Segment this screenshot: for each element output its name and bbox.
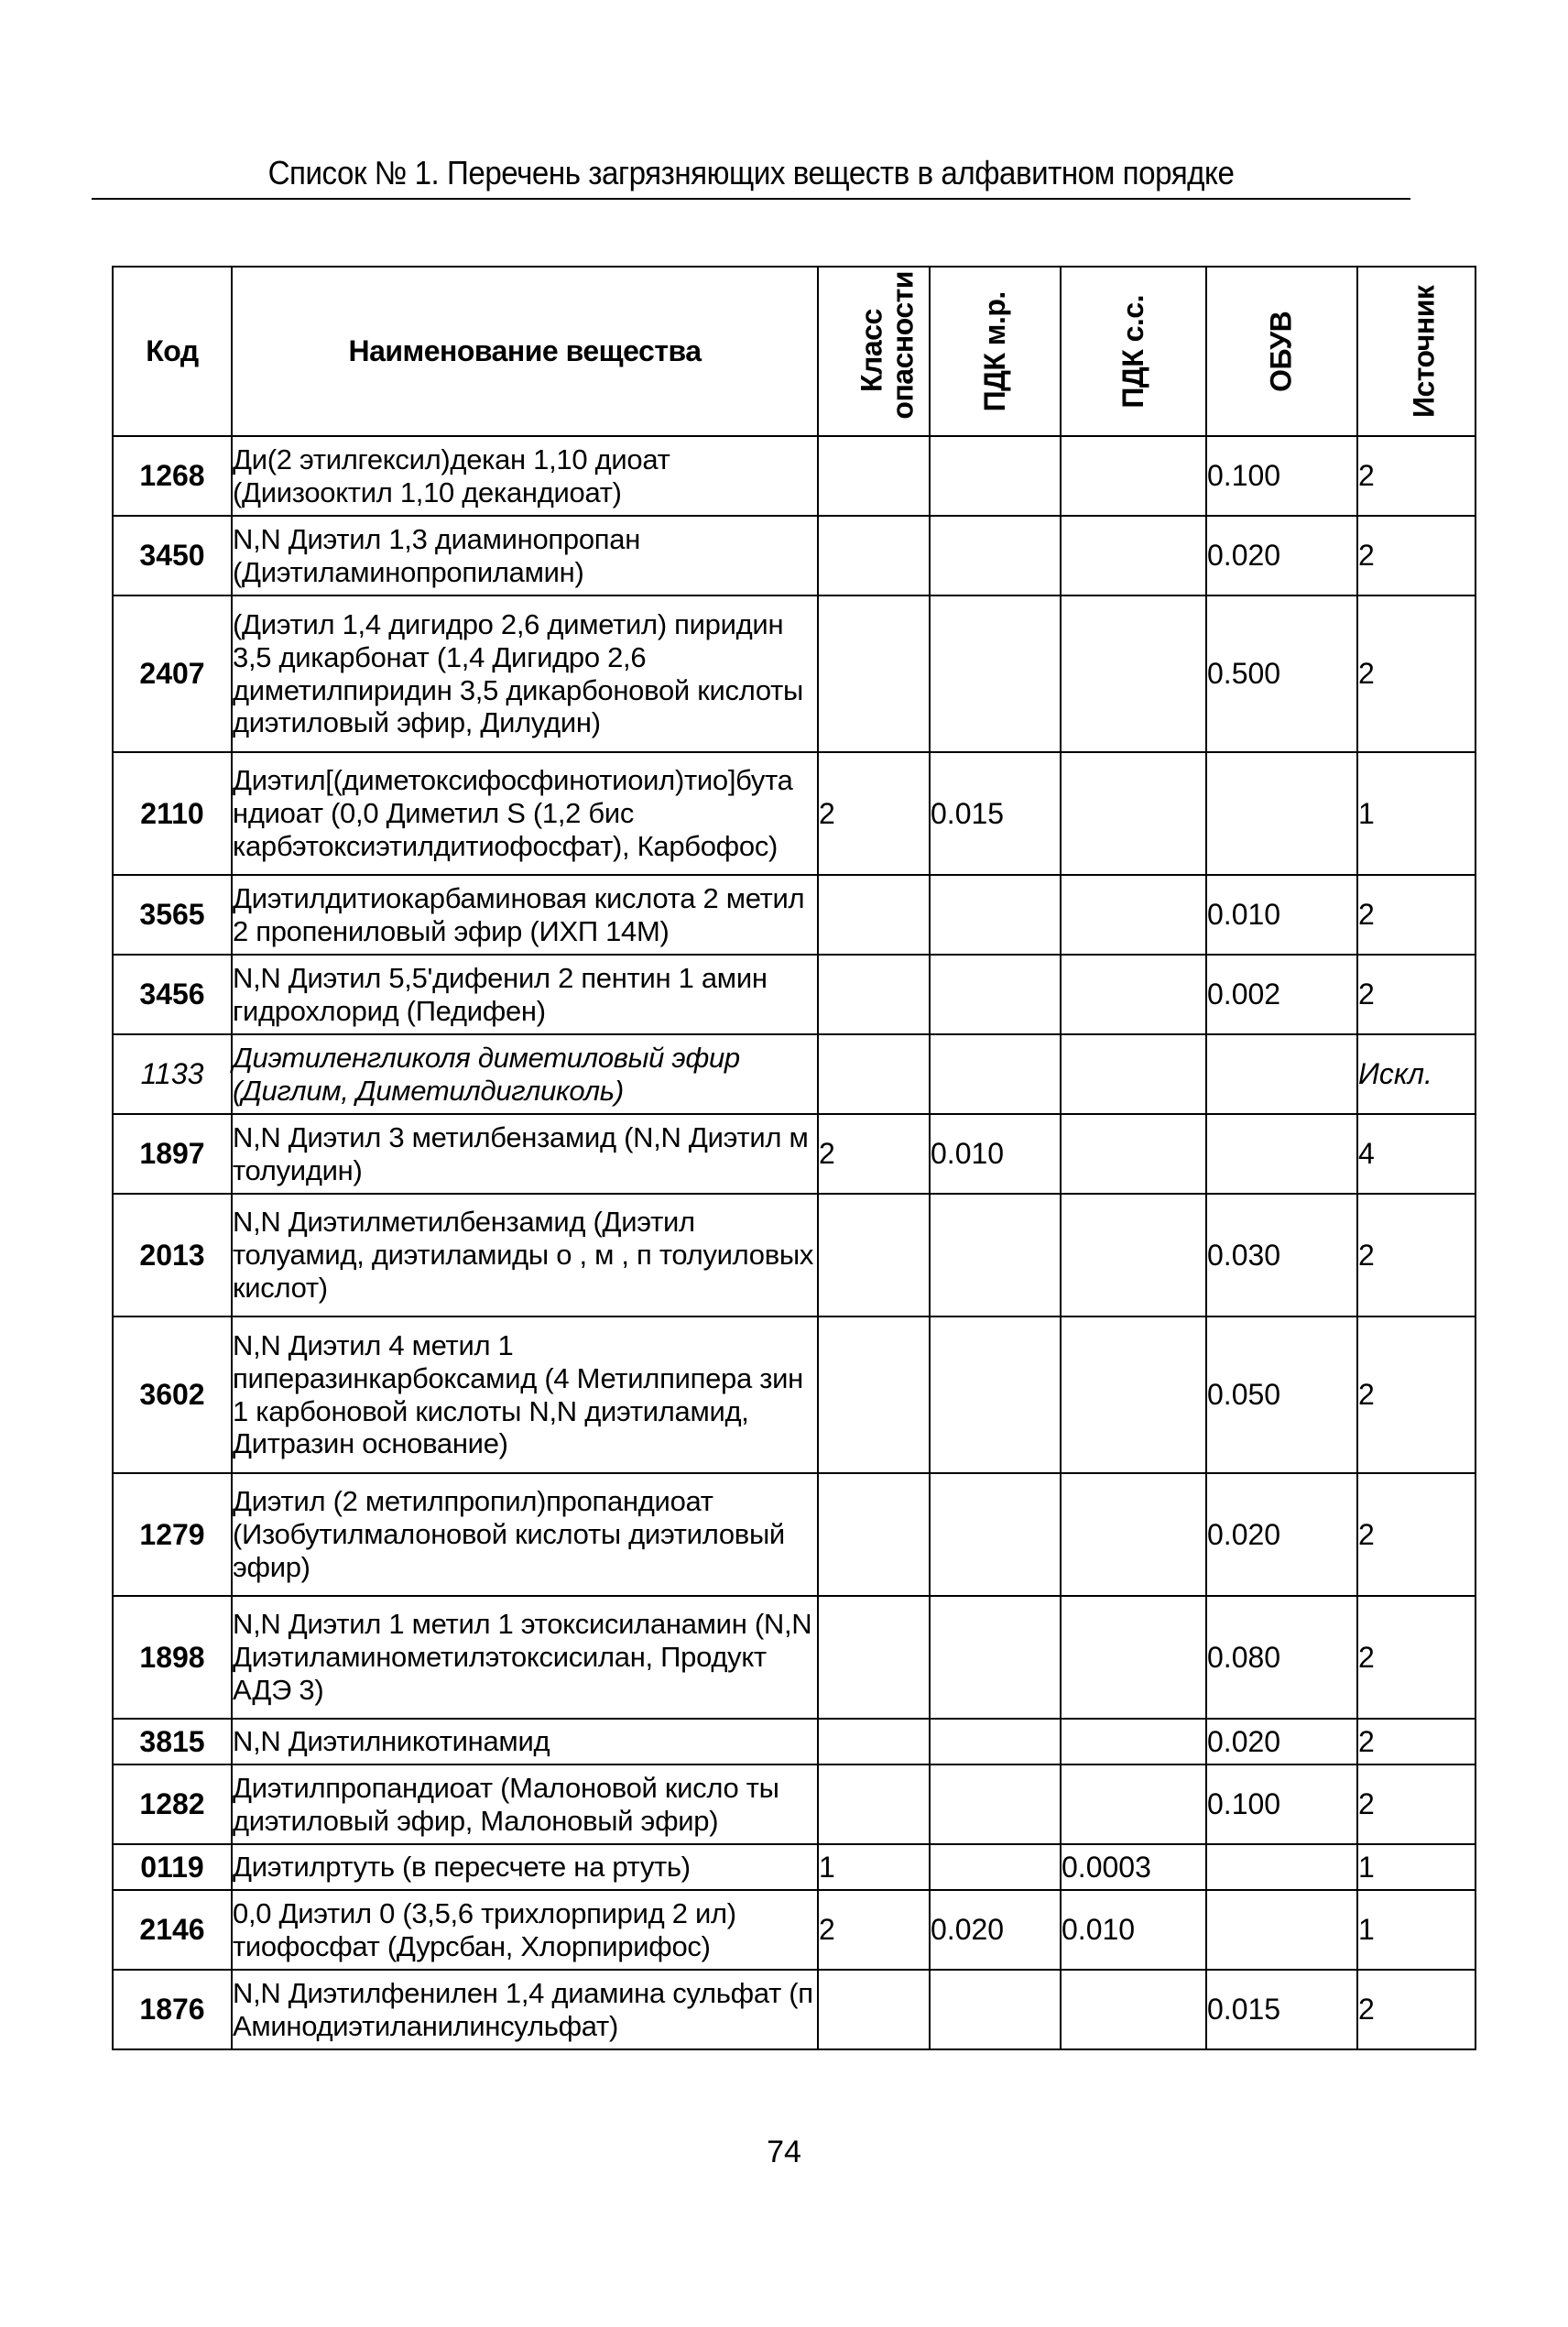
table-row (113, 436, 1475, 516)
cell-name: Диэтилртуть (в пересчете на ртуть) (232, 1844, 818, 1890)
page-header: Список № 1. Перечень загрязняющих веществ в алфавитном порядке (267, 154, 1235, 191)
cell-pdk-ss (1061, 1970, 1206, 2049)
cell-source: 1 (1357, 1890, 1475, 1970)
cell-pdk-mr: 0.020 (930, 1890, 1061, 1970)
cell-source: 2 (1357, 955, 1475, 1034)
cell-pdk-mr (930, 955, 1061, 1034)
cell-hazard-class: 2 (818, 1114, 930, 1194)
cell-source: 2 (1357, 1764, 1475, 1844)
cell-source: 2 (1357, 1194, 1475, 1316)
substances-table (112, 266, 1476, 2050)
cell-code: 0119 (113, 1844, 232, 1890)
col-code: Код (113, 267, 232, 436)
cell-hazard-class (818, 1596, 930, 1719)
cell-pdk-mr (930, 516, 1061, 595)
cell-name: Диэтилдитиокарбаминовая кислота 2 метил 2 пропениловый эфир (ИХП 14М) (232, 875, 818, 955)
cell-code: 3602 (113, 1316, 232, 1473)
table-row (113, 516, 1475, 595)
cell-obuv (1206, 752, 1357, 875)
col-source (1357, 267, 1475, 436)
cell-code: 1279 (113, 1473, 232, 1596)
page-number: 74 (767, 2135, 801, 2169)
col-pdk-ss-label: ПДК с.с. (1116, 295, 1149, 409)
table-row (113, 875, 1475, 955)
cell-pdk-ss (1061, 1764, 1206, 1844)
cell-pdk-ss (1061, 1719, 1206, 1764)
cell-name: N,N Диэтил 1,3 диаминопропан (Диэтиламинопропиламин) (232, 516, 818, 595)
cell-obuv: 0.050 (1206, 1316, 1357, 1473)
cell-pdk-ss (1061, 955, 1206, 1034)
table-row (113, 1114, 1475, 1194)
table-row (113, 752, 1475, 875)
cell-hazard-class (818, 1764, 930, 1844)
cell-hazard-class (818, 1473, 930, 1596)
cell-source: 2 (1357, 1316, 1475, 1473)
cell-hazard-class (818, 955, 930, 1034)
table-row (113, 1719, 1475, 1764)
cell-obuv: 0.100 (1206, 1764, 1357, 1844)
cell-pdk-mr (930, 875, 1061, 955)
cell-code: 1876 (113, 1970, 232, 2049)
cell-hazard-class: 2 (818, 1890, 930, 1970)
cell-hazard-class (818, 1194, 930, 1316)
col-name: Наименование вещества (232, 267, 818, 436)
cell-name: N,N Диэтил 1 метил 1 этоксисиланамин (N,N Диэтиламинометилэтоксисилан, Продукт АДЭ 3) (232, 1596, 818, 1719)
cell-code: 3815 (113, 1719, 232, 1764)
table-row (113, 955, 1475, 1034)
cell-source: 2 (1357, 1473, 1475, 1596)
cell-name: Диэтилпропандиоат (Малоновой кисло ты диэтиловый эфир, Малоновый эфир) (232, 1764, 818, 1844)
cell-pdk-ss: 0.010 (1061, 1890, 1206, 1970)
cell-pdk-mr (930, 436, 1061, 516)
cell-code: 2013 (113, 1194, 232, 1316)
cell-source: 2 (1357, 875, 1475, 955)
cell-obuv: 0.100 (1206, 436, 1357, 516)
cell-source: 1 (1357, 752, 1475, 875)
cell-pdk-mr (930, 1194, 1061, 1316)
col-hazard-class (818, 267, 930, 436)
cell-pdk-ss (1061, 595, 1206, 752)
table-row (113, 1970, 1475, 2049)
cell-name: Диэтиленгликоля диметиловый эфир (Диглим, Диметилдигликоль) (232, 1034, 818, 1114)
cell-name: N,N Диэтил 5,5'дифенил 2 пентин 1 амин гидрохлорид (Педифен) (232, 955, 818, 1034)
cell-obuv (1206, 1844, 1357, 1890)
table-header-row (113, 267, 1475, 436)
cell-source: 2 (1357, 1970, 1475, 2049)
cell-hazard-class: 2 (818, 752, 930, 875)
cell-pdk-ss (1061, 1114, 1206, 1194)
cell-obuv (1206, 1114, 1357, 1194)
cell-obuv: 0.080 (1206, 1596, 1357, 1719)
table-row (113, 1596, 1475, 1719)
cell-pdk-mr (930, 1764, 1061, 1844)
cell-pdk-mr: 0.015 (930, 752, 1061, 875)
col-pdk-mr-label: ПДК м.р. (977, 291, 1011, 412)
cell-name: (Диэтил 1,4 дигидро 2,6 диметил) пиридин 3,5 дикарбонат (1,4 Дигидро 2,6 диметилпиридин 3,5 дикарбоновой кислоты диэтиловый эфир, Дилудин) (232, 595, 818, 752)
cell-name: N,N Диэтилфенилен 1,4 диамина сульфат (п Аминодиэтиланилинсульфат) (232, 1970, 818, 2049)
cell-code: 3450 (113, 516, 232, 595)
cell-obuv: 0.020 (1206, 1719, 1357, 1764)
cell-hazard-class (818, 1316, 930, 1473)
cell-source: 2 (1357, 1596, 1475, 1719)
cell-code: 1282 (113, 1764, 232, 1844)
cell-pdk-mr (930, 1970, 1061, 2049)
cell-pdk-mr: 0.010 (930, 1114, 1061, 1194)
cell-code: 2407 (113, 595, 232, 752)
table-row (113, 1764, 1475, 1844)
cell-obuv: 0.030 (1206, 1194, 1357, 1316)
col-obuv (1206, 267, 1357, 436)
cell-source: 2 (1357, 595, 1475, 752)
cell-hazard-class (818, 516, 930, 595)
cell-obuv: 0.020 (1206, 1473, 1357, 1596)
cell-source: 1 (1357, 1844, 1475, 1890)
table-row (113, 595, 1475, 752)
cell-pdk-mr (930, 1034, 1061, 1114)
cell-obuv (1206, 1034, 1357, 1114)
cell-source: 4 (1357, 1114, 1475, 1194)
table-row (113, 1844, 1475, 1890)
cell-pdk-ss (1061, 1596, 1206, 1719)
cell-pdk-mr (930, 595, 1061, 752)
cell-pdk-ss (1061, 1194, 1206, 1316)
cell-code: 1133 (113, 1034, 232, 1114)
cell-source: 2 (1357, 436, 1475, 516)
cell-pdk-mr (930, 1844, 1061, 1890)
cell-name: Диэтил[(диметоксифосфинотиоил)тио]бута ндиоат (0,0 Диметил S (1,2 бис карбэтоксиэтилдитиофосфат), Карбофос) (232, 752, 818, 875)
col-pdk-mr (930, 267, 1061, 436)
table-row (113, 1473, 1475, 1596)
cell-pdk-mr (930, 1316, 1061, 1473)
cell-pdk-mr (930, 1719, 1061, 1764)
cell-name: N,N Диэтил 3 метилбензамид (N,N Диэтил м толуидин) (232, 1114, 818, 1194)
cell-source: 2 (1357, 516, 1475, 595)
col-obuv-label: ОБУВ (1264, 311, 1298, 392)
table-row (113, 1194, 1475, 1316)
cell-code: 1898 (113, 1596, 232, 1719)
cell-code: 1897 (113, 1114, 232, 1194)
cell-obuv: 0.500 (1206, 595, 1357, 752)
cell-hazard-class (818, 1034, 930, 1114)
cell-pdk-ss (1061, 436, 1206, 516)
cell-code: 3456 (113, 955, 232, 1034)
cell-hazard-class (818, 1719, 930, 1764)
cell-pdk-ss (1061, 1316, 1206, 1473)
cell-code: 2146 (113, 1890, 232, 1970)
cell-hazard-class: 1 (818, 1844, 930, 1890)
cell-pdk-ss (1061, 752, 1206, 875)
col-hazard-class-label: Класс опасности (855, 271, 919, 420)
cell-hazard-class (818, 436, 930, 516)
cell-pdk-ss: 0.0003 (1061, 1844, 1206, 1890)
cell-name: Ди(2 этилгексил)декан 1,10 диоат (Диизооктил 1,10 декандиоат) (232, 436, 818, 516)
cell-pdk-ss (1061, 1473, 1206, 1596)
cell-obuv: 0.015 (1206, 1970, 1357, 2049)
cell-name: N,N Диэтилникотинамид (232, 1719, 818, 1764)
cell-obuv: 0.002 (1206, 955, 1357, 1034)
cell-pdk-ss (1061, 516, 1206, 595)
cell-source: Искл. (1357, 1034, 1475, 1114)
cell-pdk-ss (1061, 1034, 1206, 1114)
col-source-label: Источник (1407, 285, 1441, 418)
cell-code: 3565 (113, 875, 232, 955)
table-row (113, 1890, 1475, 1970)
cell-hazard-class (818, 595, 930, 752)
cell-pdk-ss (1061, 875, 1206, 955)
cell-hazard-class (818, 1970, 930, 2049)
cell-name: Диэтил (2 метилпропил)пропандиоат (Изобутилмалоновой кислоты диэтиловый эфир) (232, 1473, 818, 1596)
header-rule (92, 198, 1410, 200)
cell-name: 0,0 Диэтил 0 (3,5,6 трихлорпирид 2 ил) тиофосфат (Дурсбан, Хлорпирифос) (232, 1890, 818, 1970)
table-row (113, 1316, 1475, 1473)
cell-hazard-class (818, 875, 930, 955)
cell-name: N,N Диэтилметилбензамид (Диэтил толуамид, диэтиламиды о , м , п толуиловых кислот) (232, 1194, 818, 1316)
table-row (113, 1034, 1475, 1114)
cell-obuv: 0.020 (1206, 516, 1357, 595)
cell-obuv: 0.010 (1206, 875, 1357, 955)
cell-pdk-mr (930, 1473, 1061, 1596)
table-body (113, 436, 1475, 2049)
cell-source: 2 (1357, 1719, 1475, 1764)
cell-pdk-mr (930, 1596, 1061, 1719)
cell-name: N,N Диэтил 4 метил 1 пиперазинкарбоксамид (4 Метилпипера зин 1 карбоновой кислоты N,N диэтиламид, Дитразин основание) (232, 1316, 818, 1473)
cell-code: 2110 (113, 752, 232, 875)
cell-code: 1268 (113, 436, 232, 516)
col-pdk-ss (1061, 267, 1206, 436)
cell-obuv (1206, 1890, 1357, 1970)
